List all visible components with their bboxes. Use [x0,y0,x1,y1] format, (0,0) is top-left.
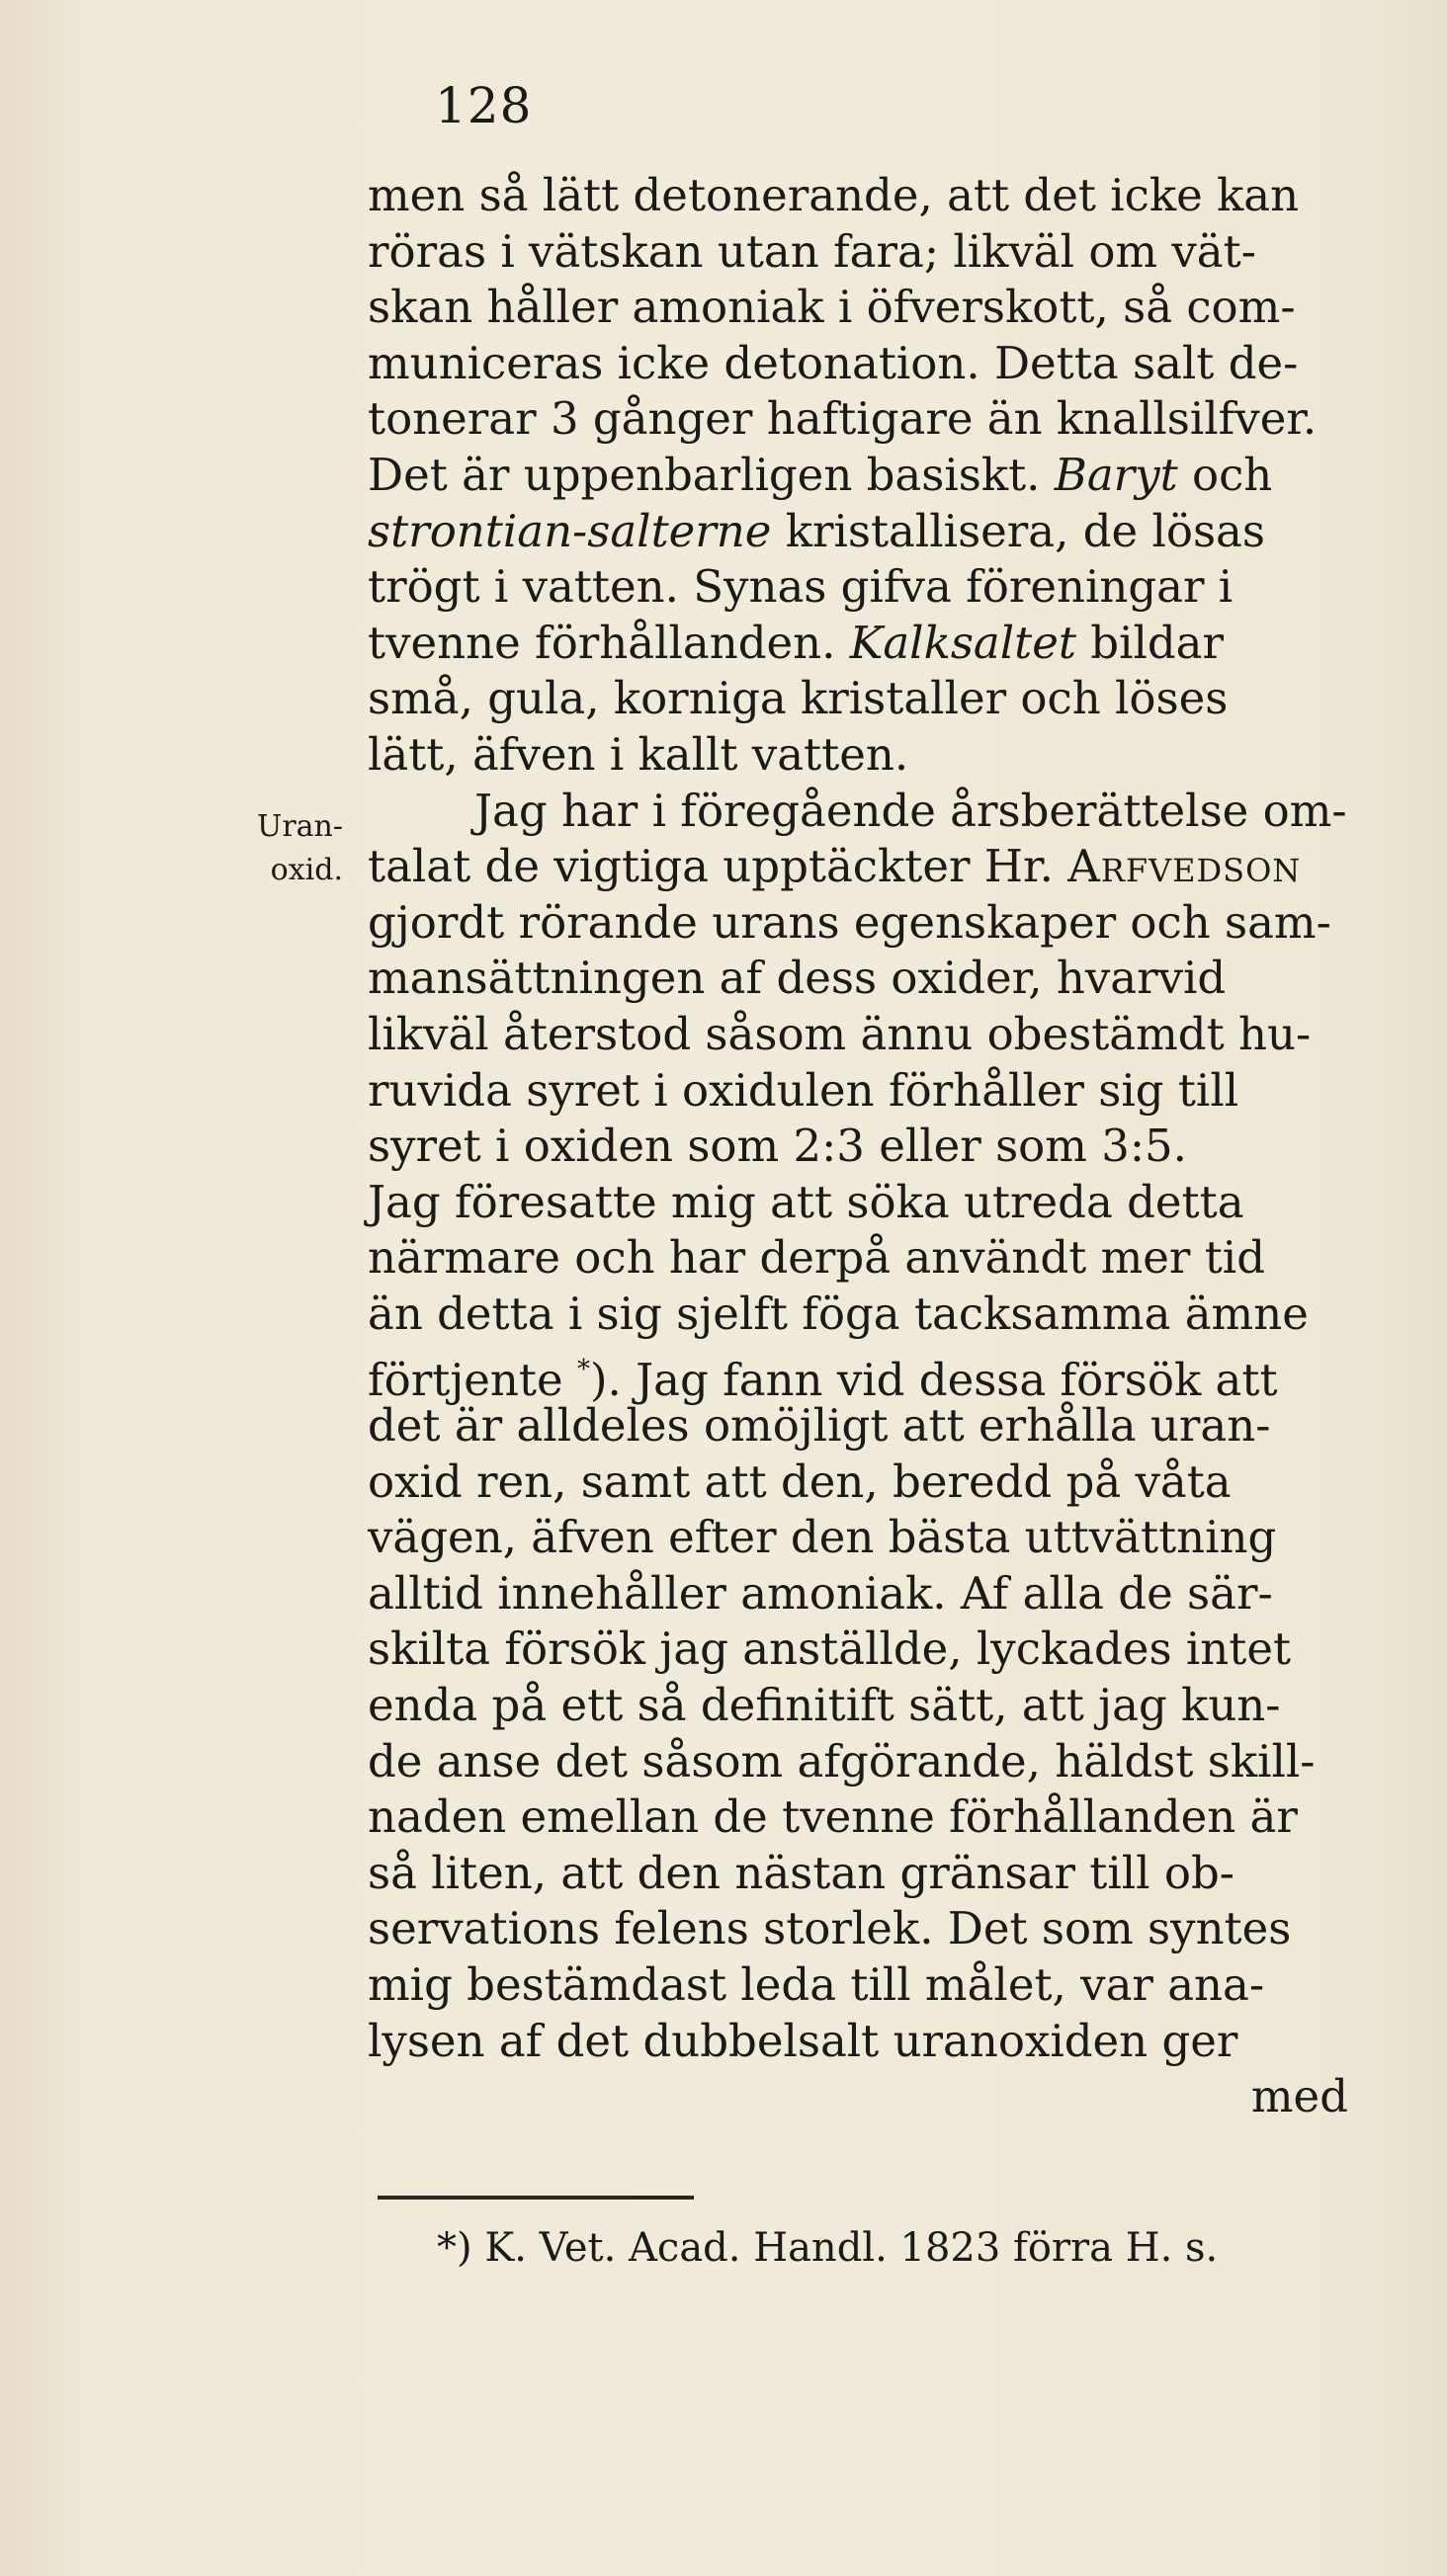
italic-text: strontian-salterne [368,504,772,557]
text-line [368,391,1407,448]
text-line [368,1621,1407,1678]
text-line [368,2069,1407,2125]
margin-note-line: Uran- [257,809,343,844]
text-line [368,1287,1407,1343]
text-segment: lätt, äfven i kallt vatten. [368,727,909,781]
text-segment: med [1250,2070,1348,2123]
text-line [368,2014,1407,2070]
text-segment: ). Jag fann vid dessa försök att [589,1354,1278,1407]
text-line [368,616,1407,672]
text-line [368,839,1407,895]
text-segment: syret i oxiden som 2:3 eller som 3:5. [368,1120,1187,1173]
text-segment: skan håller amoniak i öfverskott, så com- [368,281,1296,334]
footnote-marker: * [576,1355,590,1385]
text-segment: Jag föresatte mig att söka utreda detta [368,1175,1244,1228]
text-segment: förtjente [368,1354,577,1407]
margin-note-line: oxid. [270,853,343,887]
text-line [368,336,1407,392]
text-segment: lysen af det dubbelsalt uranoxiden ger [368,2014,1238,2067]
text-line [368,1342,1407,1407]
text-line [368,1901,1407,1957]
text-segment: gjordt rörande urans egenskaper och sam- [368,895,1331,949]
text-line [368,280,1407,336]
body-text [368,168,1407,2125]
text-line [368,224,1407,281]
text-line [368,559,1407,616]
text-line [368,1230,1407,1287]
text-segment: naden emellan de tvenne förhållanden är [368,1790,1298,1844]
text-segment: trögt i vatten. Synas gifva föreningar i [368,560,1234,614]
text-line [368,1957,1407,2014]
text-line [368,951,1407,1007]
text-line [368,1119,1407,1175]
text-line [368,1454,1407,1511]
text-segment: Jag har i föregående årsberättelse om- [474,784,1347,837]
text-segment: röras i vätskan utan fara; likväl om vät- [368,224,1256,278]
text-segment: så liten, att den nästan gränsar till ob- [368,1846,1234,1899]
text-segment: municeras icke detonation. Detta salt de- [368,336,1299,389]
text-line [368,1175,1407,1231]
text-segment: Det är uppenbarligen basiskt. [368,448,1055,501]
text-line [368,727,1407,784]
margin-note [229,805,343,892]
text-segment: ruvida syret i oxidulen förhåller sig till [368,1063,1239,1117]
text-line [368,1007,1407,1063]
text-segment: bildar [1075,616,1224,669]
text-line [368,1566,1407,1622]
text-line [368,448,1407,504]
text-segment: och [1177,448,1273,501]
text-segment: än detta i sig sjelft föga tacksamma ämne [368,1287,1309,1340]
footnote: *) K. Vet. Acad. Handl. 1823 förra H. s. [437,2225,1219,2271]
text-line [368,895,1407,952]
text-segment: men så lätt detonerande, att det icke kan [368,169,1300,221]
text-line [368,1398,1407,1454]
text-segment: vägen, äfven efter den bästa uttvättning [368,1511,1277,1564]
text-segment: det är alldeles omöjligt att erhålla uran- [368,1399,1271,1453]
text-line [368,504,1407,560]
text-line [368,1678,1407,1734]
text-segment: mig bestämdast leda till målet, var ana- [368,1958,1265,2011]
text-segment: de anse det såsom afgörande, häldst skill- [368,1734,1316,1787]
text-segment: mansättningen af dess oxider, hvarvid [368,952,1227,1005]
text-line [368,1789,1407,1846]
text-line [368,1063,1407,1120]
text-line [368,1510,1407,1566]
text-segment: skilta försök jag anställde, lyckades intet [368,1622,1292,1676]
text-line [368,1846,1407,1902]
footnote-divider [378,2196,694,2200]
text-segment: oxid ren, samt att den, beredd på våta [368,1454,1232,1508]
text-segment: enda på ett så definitift sätt, att jag kun- [368,1679,1281,1732]
text-segment: likväl återstod såsom ännu obestämdt hu- [368,1007,1312,1060]
italic-text: Kalksaltet [849,616,1076,669]
text-segment: närmare och har derpå användt mer tid [368,1231,1265,1285]
text-segment: tvenne förhållanden. [368,616,850,669]
page-number: 128 [435,77,533,134]
smallcaps-text: Arfvedson [1067,840,1302,893]
text-segment: små, gula, korniga kristaller och löses [368,672,1229,725]
text-segment: kristallisera, de lösas [771,504,1265,557]
text-segment: servations felens storlek. Det som syntes [368,1902,1292,1955]
text-line [368,784,1407,840]
text-line [368,168,1407,224]
text-line [368,671,1407,727]
text-segment: alltid innehåller amoniak. Af alla de sär- [368,1566,1273,1620]
text-segment: talat de vigtiga upptäckter Hr. [368,840,1068,893]
italic-text: Baryt [1054,448,1178,501]
text-segment: tonerar 3 gånger haftigare än knallsilfver. [368,392,1318,446]
text-line [368,1734,1407,1790]
